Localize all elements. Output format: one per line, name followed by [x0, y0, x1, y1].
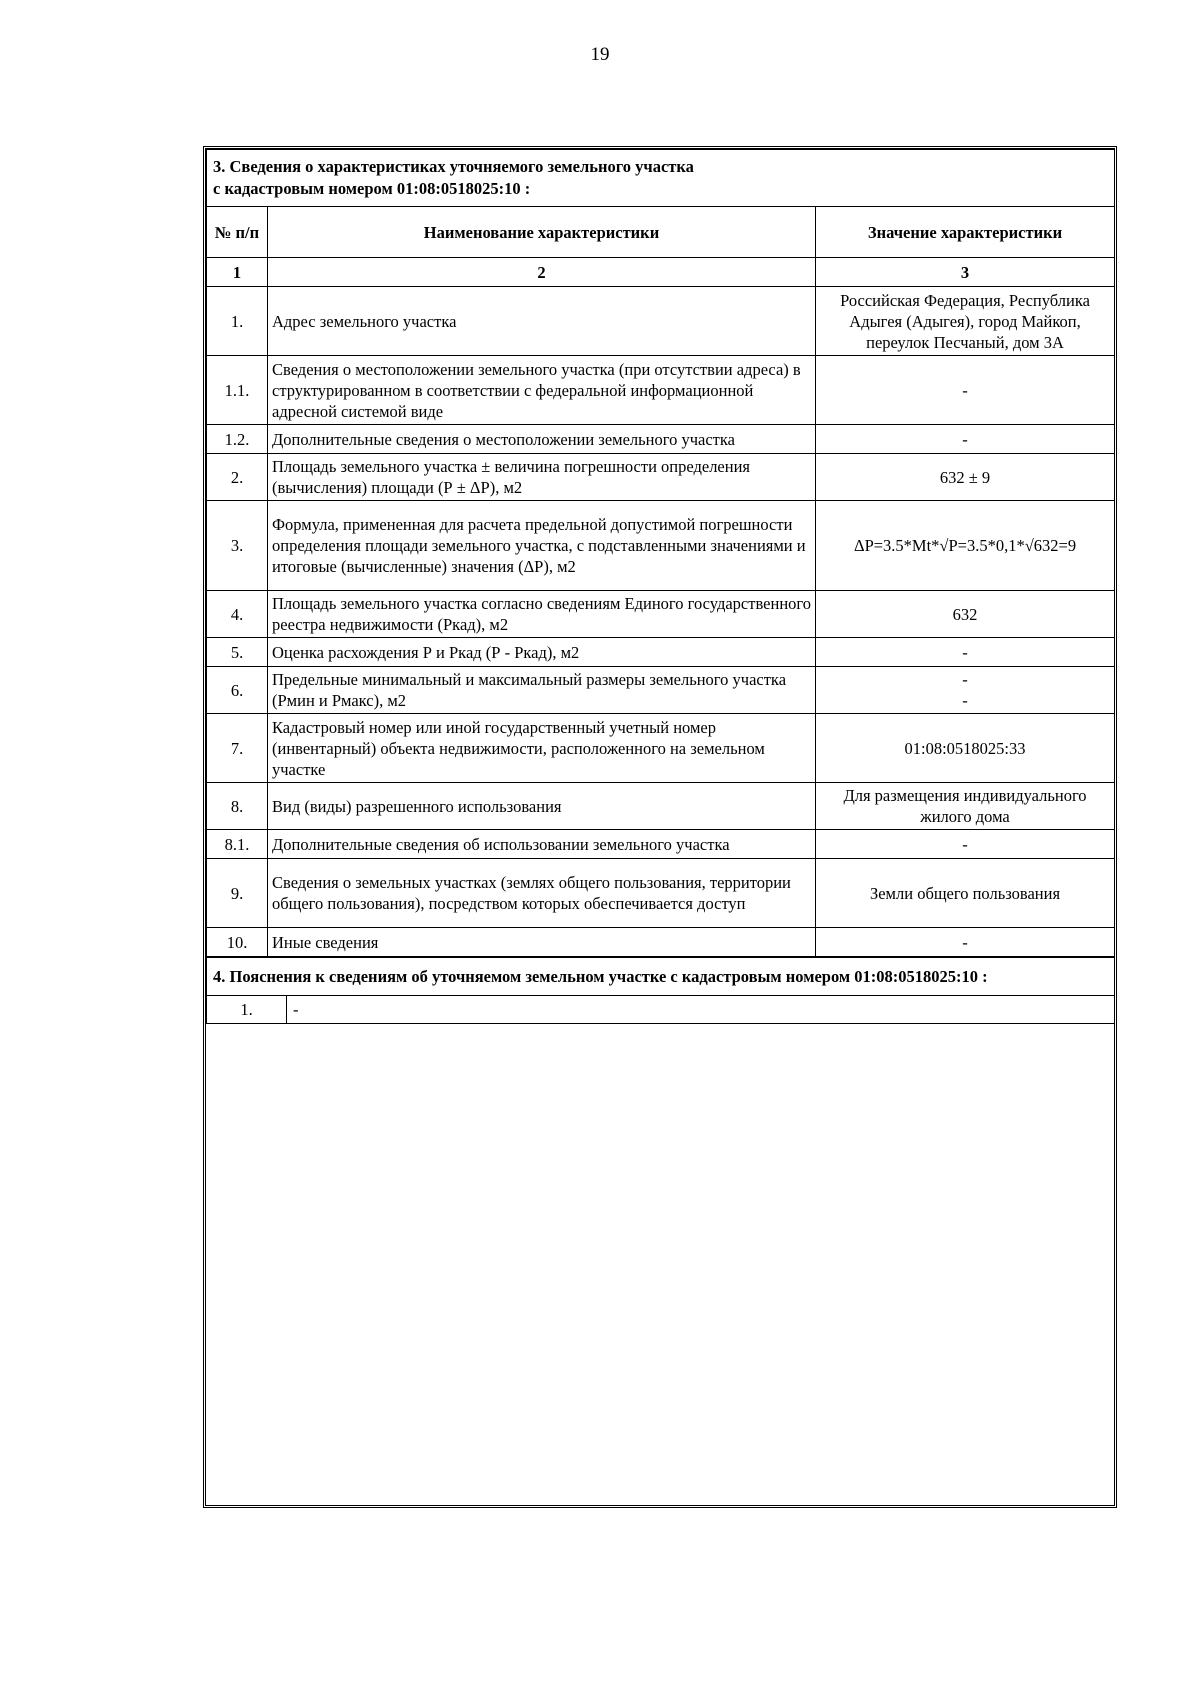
row-name: Дополнительные сведения о местоположении земельного участка: [268, 425, 816, 454]
row-num: 3.: [207, 501, 268, 591]
table-row: [207, 714, 1115, 783]
row-value: 01:08:0518025:33: [816, 714, 1115, 783]
row-value: -: [816, 425, 1115, 454]
row-name: Сведения о местоположении земельного участка (при отсутствии адреса) в структурированном в соответствии с федеральной информационной адресной системой виде: [268, 356, 816, 425]
row-name: Кадастровый номер или иной государственный учетный номер (инвентарный) объекта недвижимости, расположенного на земельном участке: [268, 714, 816, 783]
section3-title-line1: 3. Сведения о характеристиках уточняемого земельного участка: [213, 157, 694, 176]
explanation-row: [207, 996, 1115, 1024]
explanation-text: -: [287, 996, 1115, 1024]
row-value: Российская Федерация, Республика Адыгея (Адыгея), город Майкоп, переулок Песчаный, дом 3А: [816, 287, 1115, 356]
row-num: 2.: [207, 454, 268, 501]
table-row: [207, 501, 1115, 591]
header-value: Значение характеристики: [816, 207, 1115, 258]
page-number: 19: [590, 44, 610, 65]
row-num: 1.: [207, 287, 268, 356]
row-num: 8.: [207, 783, 268, 830]
table-row: [207, 287, 1115, 356]
header-number-3: 3: [816, 258, 1115, 287]
section3-title-line2: с кадастровым номером 01:08:0518025:10 :: [213, 179, 531, 198]
header-num: № п/п: [207, 207, 268, 258]
section3-title: [207, 150, 1115, 207]
row-value: ΔР=3.5*Mt*√Р=3.5*0,1*√632=9: [816, 501, 1115, 591]
row-name: Формула, примененная для расчета предельной допустимой погрешности определения площади земельного участка, с подставленными значениями и итоговые (вычисленные) значения (ΔР), м2: [268, 501, 816, 591]
row-name: Площадь земельного участка ± величина погрешности определения (вычисления) площади (Р ± ΔР), м2: [268, 454, 816, 501]
row-value-max: -: [962, 691, 968, 710]
row-name: Иные сведения: [268, 928, 816, 957]
row-value: Земли общего пользования: [816, 859, 1115, 928]
table-row: [207, 425, 1115, 454]
row-name: Предельные минимальный и максимальный размеры земельного участка (Рмин и Рмакс), м2: [268, 667, 816, 714]
row-num: 4.: [207, 591, 268, 638]
row-value: 632 ± 9: [816, 454, 1115, 501]
table-header: [207, 207, 1115, 258]
table-row: [207, 638, 1115, 667]
table-row: [207, 356, 1115, 425]
row-value: Для размещения индивидуального жилого дома: [816, 783, 1115, 830]
table-row: [207, 859, 1115, 928]
section4-title: 4. Пояснения к сведениям об уточняемом земельном участке с кадастровым номером 01:08:0518025:10 :: [207, 958, 1115, 996]
row-name: Адрес земельного участка: [268, 287, 816, 356]
row-name: Сведения о земельных участках (землях общего пользования, территории общего пользования), посредством которых обеспечивается доступ: [268, 859, 816, 928]
row-num: 8.1.: [207, 830, 268, 859]
header-name: Наименование характеристики: [268, 207, 816, 258]
row-value: -: [816, 356, 1115, 425]
table-row: [207, 783, 1115, 830]
row-value: 632: [816, 591, 1115, 638]
row-num: 9.: [207, 859, 268, 928]
row-num: 5.: [207, 638, 268, 667]
table-row: [207, 928, 1115, 957]
row-num: 10.: [207, 928, 268, 957]
row-name: Вид (виды) разрешенного использования: [268, 783, 816, 830]
row-name: Дополнительные сведения об использовании земельного участка: [268, 830, 816, 859]
row-value-min: -: [962, 670, 968, 689]
characteristics-table: [206, 149, 1115, 957]
row-name: Площадь земельного участка согласно сведениям Единого государственного реестра недвижимости (Ркад), м2: [268, 591, 816, 638]
row-num: 7.: [207, 714, 268, 783]
document-frame: [203, 146, 1117, 1508]
table-row: [207, 830, 1115, 859]
row-num: 6.: [207, 667, 268, 714]
table-row: [207, 667, 1115, 714]
table-row: [207, 591, 1115, 638]
row-num: 1.2.: [207, 425, 268, 454]
row-value: [816, 667, 1115, 714]
explanation-num: 1.: [207, 996, 287, 1024]
row-num: 1.1.: [207, 356, 268, 425]
table-row: [207, 454, 1115, 501]
row-value: -: [816, 928, 1115, 957]
row-name: Оценка расхождения Р и Ркад (Р - Ркад), м2: [268, 638, 816, 667]
header-number-1: 1: [207, 258, 268, 287]
row-value: -: [816, 830, 1115, 859]
explanations-table: [206, 957, 1115, 1024]
header-number-2: 2: [268, 258, 816, 287]
header-numbers: [207, 258, 1115, 287]
row-value: -: [816, 638, 1115, 667]
